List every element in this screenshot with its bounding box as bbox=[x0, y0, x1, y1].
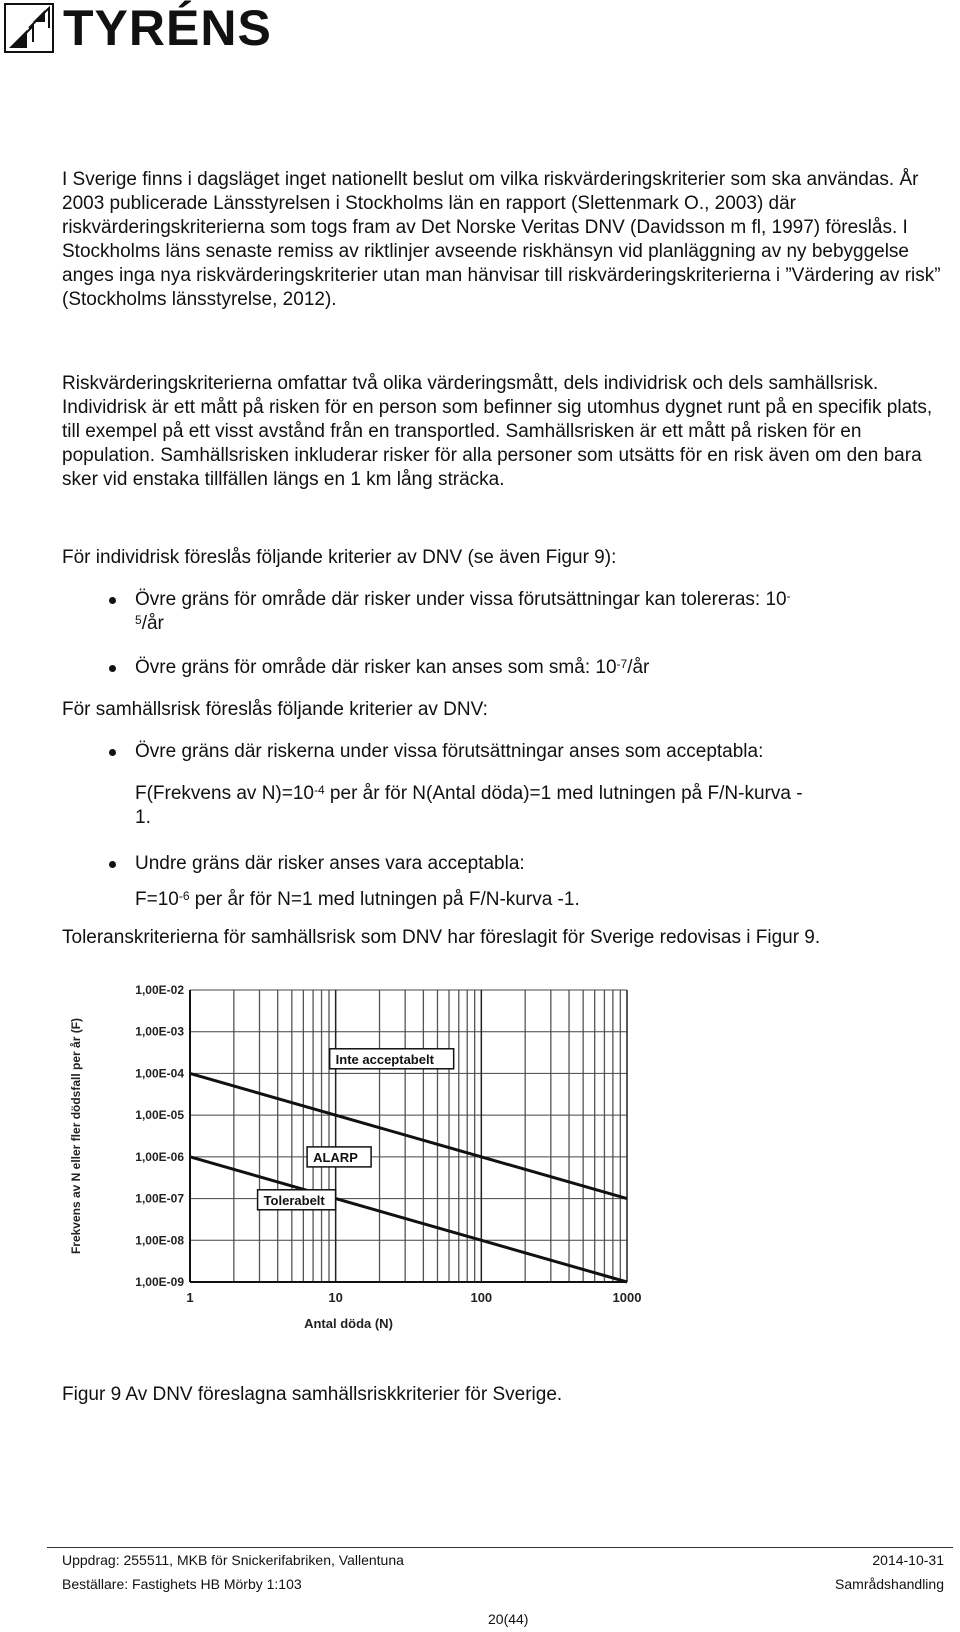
bullet-icon bbox=[109, 749, 116, 756]
logo-mark-icon bbox=[3, 2, 57, 56]
formula-text: 1. bbox=[135, 807, 151, 828]
series-line-lower bbox=[190, 1157, 627, 1282]
x-tick-label: 1000 bbox=[612, 1290, 642, 1305]
bullet-text-unit: /år bbox=[141, 613, 164, 634]
x-tick-label: 1 bbox=[186, 1290, 194, 1305]
y-tick-label: 1,00E-04 bbox=[135, 1066, 184, 1081]
x-tick-label: 100 bbox=[470, 1290, 493, 1305]
superscript: -4 bbox=[313, 783, 325, 797]
annotation-label: Inte acceptabelt bbox=[335, 1051, 434, 1067]
superscript: - bbox=[786, 589, 791, 603]
bullet-text-unit: /år bbox=[627, 657, 650, 678]
x-axis-title: Antal döda (N) bbox=[304, 1316, 393, 1331]
fn-curve-chart bbox=[62, 982, 662, 1362]
superscript: -7 bbox=[616, 657, 628, 671]
y-tick-label: 1,00E-05 bbox=[135, 1108, 184, 1123]
y-tick-label: 1,00E-02 bbox=[135, 983, 184, 997]
series-line-upper bbox=[190, 1073, 627, 1198]
formula-text: F(Frekvens av N)=10 bbox=[135, 783, 314, 804]
bullet-text: Undre gräns där risker anses vara acceptabla: bbox=[135, 853, 525, 874]
paragraph-individual-risk: För individrisk föreslås följande kriterier av DNV (se även Figur 9): bbox=[62, 547, 617, 568]
y-tick-label: 1,00E-03 bbox=[135, 1024, 184, 1039]
chart-layer bbox=[69, 983, 641, 1331]
bullet-icon bbox=[109, 861, 116, 868]
page-number: 20(44) bbox=[488, 1611, 529, 1627]
annotation-label: Tolerabelt bbox=[263, 1192, 325, 1208]
y-tick-label: 1,00E-09 bbox=[135, 1275, 184, 1289]
footer-divider bbox=[47, 1547, 953, 1548]
footer-client: Beställare: Fastighets HB Mörby 1:103 bbox=[62, 1576, 302, 1592]
annotation-label: ALARP bbox=[313, 1149, 358, 1165]
formula-text: per år för N(Antal döda)=1 med lutningen på F/N-kurva - bbox=[324, 783, 803, 804]
x-tick-label: 10 bbox=[328, 1290, 343, 1305]
formula-text: per år för N=1 med lutningen på F/N-kurva -1. bbox=[189, 889, 580, 910]
company-logo bbox=[3, 0, 272, 58]
figure-caption: Figur 9 Av DNV föreslagna samhällsriskkriterier för Sverige. bbox=[62, 1384, 563, 1405]
superscript: 5 bbox=[135, 613, 142, 627]
y-tick-label: 1,00E-08 bbox=[135, 1233, 184, 1248]
y-tick-label: 1,00E-06 bbox=[135, 1149, 184, 1164]
bullet-text: Övre gräns för område där risker kan anses som små: 10 bbox=[135, 657, 617, 678]
footer-assignment: Uppdrag: 255511, MKB för Snickerifabriken, Vallentuna bbox=[62, 1552, 404, 1568]
superscript: -6 bbox=[178, 889, 190, 903]
footer-date: 2014-10-31 bbox=[872, 1552, 944, 1568]
bullet-text: Övre gräns där riskerna under vissa förutsättningar anses som acceptabla: bbox=[135, 741, 764, 762]
y-axis-title: Frekvens av N eller fler dödsfall per år (F) bbox=[69, 1017, 83, 1255]
footer-doc-type: Samrådshandling bbox=[835, 1576, 944, 1592]
formula-text: F=10 bbox=[135, 889, 179, 910]
paragraph-intro: I Sverige finns i dagsläget inget nationellt beslut om vilka riskvärderingskriterier som ska användas. År 2003 publicerade Länsstyrelsen i Stockholms län en rapport (Slettenmark O., 2003) där riskvärderingskriterierna som togs fram av Det Norske Veritas DNV (Davidsson m fl, 1997) föreslås. I Stockholms läns senaste remiss av riktlinjer avseende riskhänsyn vid planläggning av ny bebyggelse anges inga nya riskvärderingskriterier utan man hänvisar till riskvärderingskriterierna i ”Värdering av risk” (Stockholms länsstyrelse, 2012). bbox=[62, 169, 941, 310]
y-tick-label: 1,00E-07 bbox=[135, 1191, 184, 1206]
paragraph-tolerance: Toleranskriterierna för samhällsrisk som DNV har föreslagit för Sverige redovisas i Figur 9. bbox=[62, 927, 821, 948]
bullet-icon bbox=[109, 665, 116, 672]
paragraph-criteria: Riskvärderingskriterierna omfattar två olika värderingsmått, dels individrisk och dels samhällsrisk. Individrisk är ett mått på risken för en person som befinner sig utomhus dygnet runt på en specifik plats, till exempel på ett visst avstånd från en transportled. Samhällsrisken är ett mått på risken för en population. Samhällsrisken inkluderar risker för alla personer som utsätts för en risk även om den bara sker vid enstaka tillfällen längs en 1 km lång sträcka. bbox=[62, 373, 933, 490]
bullet-icon bbox=[109, 597, 116, 604]
bullet-text: Övre gräns för område där risker under vissa förutsättningar kan tolereras: 10 bbox=[135, 589, 787, 610]
paragraph-societal-risk: För samhällsrisk föreslås följande kriterier av DNV: bbox=[62, 699, 488, 720]
logo-text: TYRÉNS bbox=[63, 0, 272, 56]
